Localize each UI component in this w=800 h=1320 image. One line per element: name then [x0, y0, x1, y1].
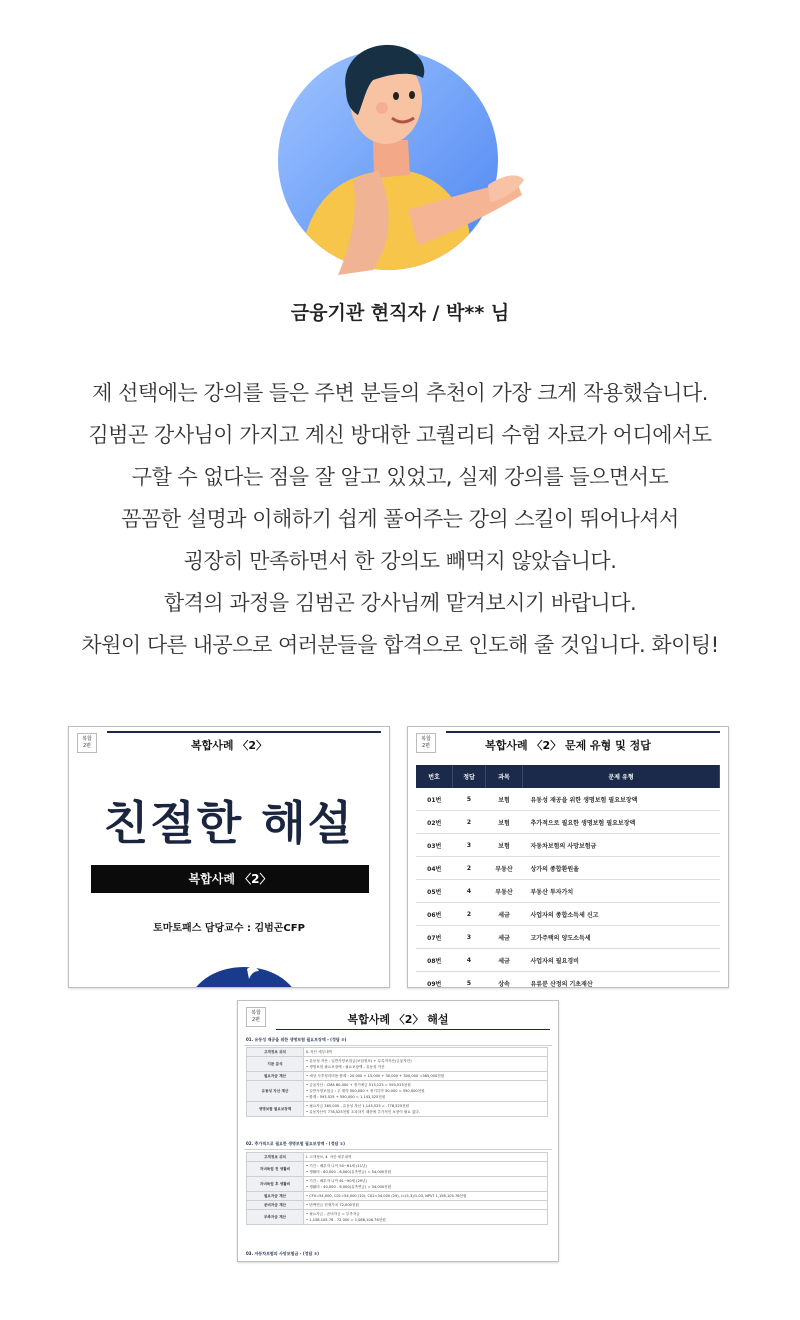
explanation-title: 복합사례 〈2〉 해설: [347, 1013, 449, 1026]
cell-topic: 추가적으로 필요한 생명보험 필요보장액: [523, 811, 720, 834]
row-label: 생명보험 필요보장액: [247, 1102, 304, 1117]
row-label: 자녀독립 후 생활비: [247, 1177, 304, 1192]
cell-subject: 보험: [486, 788, 523, 811]
cell-answer: 2: [453, 811, 486, 834]
table-row: [247, 1072, 548, 1081]
cover-professor: 토마토패스 담당교수 : 김범곤CFP: [153, 923, 305, 934]
review-line: 꼼꼼한 설명과 이해하기 쉽게 풀어주는 강의 스킬이 뛰어나셔서: [121, 507, 679, 531]
section-heading: 01. 유동성 재공을 위한 생명보험 필요보장액 - (정답 ⑤): [246, 1037, 347, 1042]
row-label: 고객정보 위치: [247, 1048, 304, 1057]
person-avatar-illustration: [278, 40, 528, 280]
cell-subject: 보험: [486, 811, 523, 834]
cell-subject: 부동산: [486, 880, 523, 903]
header-rule: [107, 731, 381, 733]
tomato-logo-icon: [189, 957, 299, 988]
row-content: Ⅱ. 자산 세부내역: [304, 1048, 548, 1057]
sample-page-explanation: [237, 1000, 559, 1262]
cell-number: 01번: [416, 788, 453, 811]
cell-subject: 보험: [486, 834, 523, 857]
cell-number: 03번: [416, 834, 453, 857]
row-content: • 변액연금 현재가치 72,000천원: [304, 1201, 548, 1210]
cell-topic: 고가주택의 양도소득세: [523, 926, 720, 949]
table-row: [416, 788, 720, 811]
table-header: 문제 유형: [523, 765, 720, 788]
table-row: [416, 972, 720, 989]
sample-page-answer-table: [407, 726, 729, 988]
cover-main-title: 친절한 해설: [103, 796, 355, 850]
sample-page-cover: [68, 726, 390, 988]
table-row: [247, 1057, 548, 1072]
section-heading: 03. 자동차보험의 사망보험금 - (정답 ③): [246, 1251, 319, 1256]
row-label: 지문 분석: [247, 1057, 304, 1072]
chapter-badge: 복합 2편: [77, 733, 97, 753]
explanation-table-2: [246, 1152, 548, 1225]
section-heading: 02. 추가적으로 필요한 생명보험 필요보장액 - (정답 ②): [246, 1141, 345, 1146]
review-line: 김범곤 강사님이 가지고 계신 방대한 고퀄리티 수험 자료가 어디에서도: [88, 423, 712, 447]
cell-topic: 사업자의 종합소득세 신고: [523, 903, 720, 926]
header-rule: [446, 731, 720, 733]
cell-answer: 2: [453, 903, 486, 926]
cell-subject: 세금: [486, 949, 523, 972]
table-row: [416, 880, 720, 903]
row-content: • 기간 : 배우자 나이 50~61세 (11년) • 생활비 : 60,000 - 6,000(유족연금) = 54,000천원: [304, 1162, 548, 1177]
table-row: [416, 903, 720, 926]
cell-answer: 3: [453, 926, 486, 949]
cell-subject: 세금: [486, 926, 523, 949]
section-divider: [244, 1045, 552, 1046]
answer-table: [416, 765, 720, 988]
review-line: 합격의 과정을 김범곤 강사님께 맡겨보시기 바랍니다.: [163, 591, 637, 615]
row-content: • 필요자금 365,000 - 유동성 자산 1,143,525 = -778,525천원 • 유동자산이 778,525천원 초과하기 때문에 추가적인 보장이 필요 없다.: [304, 1102, 548, 1117]
row-content: • CF0=54,000, C01=54,000 (10), C02=34,000 (29), I=(5-3)/1.03, NPV? 1,158,105.76천원: [304, 1192, 548, 1201]
row-label: 부족자금 계산: [247, 1210, 304, 1225]
chapter-badge: 복합 2편: [246, 1007, 266, 1027]
review-line: 차원이 다른 내공으로 여러분들을 합격으로 인도해 줄 것입니다. 화이팅!: [81, 633, 719, 657]
cell-topic: 부동산 투자가치: [523, 880, 720, 903]
row-content: • 필요자금 - 준비자금 = 부족자금 • 1,158,105.76 - 72,000 = 1,086,106.76천원: [304, 1210, 548, 1225]
row-label: 준비자금 계산: [247, 1201, 304, 1210]
row-content: • 기간 : 배우자 나이 61~90세 (29년) • 생활비 : 40,000 - 6,000(유족연금) = 34,000천원: [304, 1177, 548, 1192]
table-row: [247, 1153, 548, 1162]
chapter-badge: 복합 2편: [416, 733, 436, 753]
cover-subtitle-bar: 복합사례 〈2〉: [91, 865, 369, 893]
cell-answer: 5: [453, 972, 486, 989]
table-header: 과목: [486, 765, 523, 788]
row-content: • 예상 사후정리비용 합계 : 20,000 + 15,000 + 30,000 + 300,000 =365,000천원: [304, 1072, 548, 1081]
table-header: 번호: [416, 765, 453, 788]
cell-number: 02번: [416, 811, 453, 834]
table-row: [247, 1192, 548, 1201]
section-divider: [244, 1149, 552, 1150]
row-label: 유동성 자산 계산: [247, 1081, 304, 1102]
cell-number: 05번: [416, 880, 453, 903]
review-line: 제 선택에는 강의를 들은 주변 분들의 추천이 가장 크게 작용했습니다.: [92, 381, 708, 405]
cell-subject: 상속: [486, 972, 523, 989]
table-header: 정답: [453, 765, 486, 788]
row-label: 필요자금 계산: [247, 1072, 304, 1081]
table-row: [247, 1162, 548, 1177]
answer-table-title: 복합사례 〈2〉 문제 유형 및 정답: [485, 739, 651, 752]
table-row: [416, 834, 720, 857]
row-content: • 유동성 자산 : 일반사망보험금(보험정보) + 무록적자산(금융자산) • 생명보험 필요보장액 : 필요보장액 - 유동성 자산: [304, 1057, 548, 1072]
table-row: [247, 1081, 548, 1102]
row-content: • 금융자산 : CMA 80,400 + 정기예금 513,125 = 593,525천원 • 일반사망보험금 : 주 계약 500,000 + 정기특약 50,000 = 550,000천원 • 합계 : 593,525 + 550,000 = 1,143,525천원: [304, 1081, 548, 1102]
table-row: [247, 1201, 548, 1210]
review-line: 굉장히 만족하면서 한 강의도 빼먹지 않았습니다.: [183, 549, 617, 573]
cell-topic: 유동성 재공을 위한 생명보험 필요보장액: [523, 788, 720, 811]
cover-header-title: 복합사례 〈2〉: [191, 739, 267, 752]
explanation-table-1: [246, 1047, 548, 1117]
cell-number: 07번: [416, 926, 453, 949]
cell-number: 06번: [416, 903, 453, 926]
row-label: 자녀독립 전 생활비: [247, 1162, 304, 1177]
cell-topic: 상가의 종합환원율: [523, 857, 720, 880]
table-row: [247, 1210, 548, 1225]
table-row: [247, 1048, 548, 1057]
cell-answer: 4: [453, 880, 486, 903]
row-label: 고객정보 위치: [247, 1153, 304, 1162]
review-line: 구할 수 없다는 점을 잘 알고 있었고, 실제 강의를 들으면서도: [131, 465, 669, 489]
header-rule: [276, 1029, 550, 1030]
cell-answer: 3: [453, 834, 486, 857]
cell-answer: 2: [453, 857, 486, 880]
author-name: 금융기관 현직자 / 박** 님: [290, 302, 510, 324]
review-text: [0, 372, 800, 666]
cell-number: 04번: [416, 857, 453, 880]
cell-subject: 세금: [486, 903, 523, 926]
cell-topic: 유류분 산정의 기초재산: [523, 972, 720, 989]
table-row: [416, 949, 720, 972]
cell-answer: 5: [453, 788, 486, 811]
table-row: [416, 811, 720, 834]
cell-subject: 부동산: [486, 857, 523, 880]
cell-answer: 4: [453, 949, 486, 972]
table-row: [416, 926, 720, 949]
cell-topic: 자동차보험의 사망보험금: [523, 834, 720, 857]
cell-number: 08번: [416, 949, 453, 972]
table-row: [247, 1177, 548, 1192]
cell-topic: 사업자의 필요경비: [523, 949, 720, 972]
table-row: [416, 857, 720, 880]
row-content: Ⅰ. 고객정보, Ⅱ. 자산 세부내역: [304, 1153, 548, 1162]
cell-number: 09번: [416, 972, 453, 989]
table-row: [247, 1102, 548, 1117]
row-label: 필요자금 계산: [247, 1192, 304, 1201]
